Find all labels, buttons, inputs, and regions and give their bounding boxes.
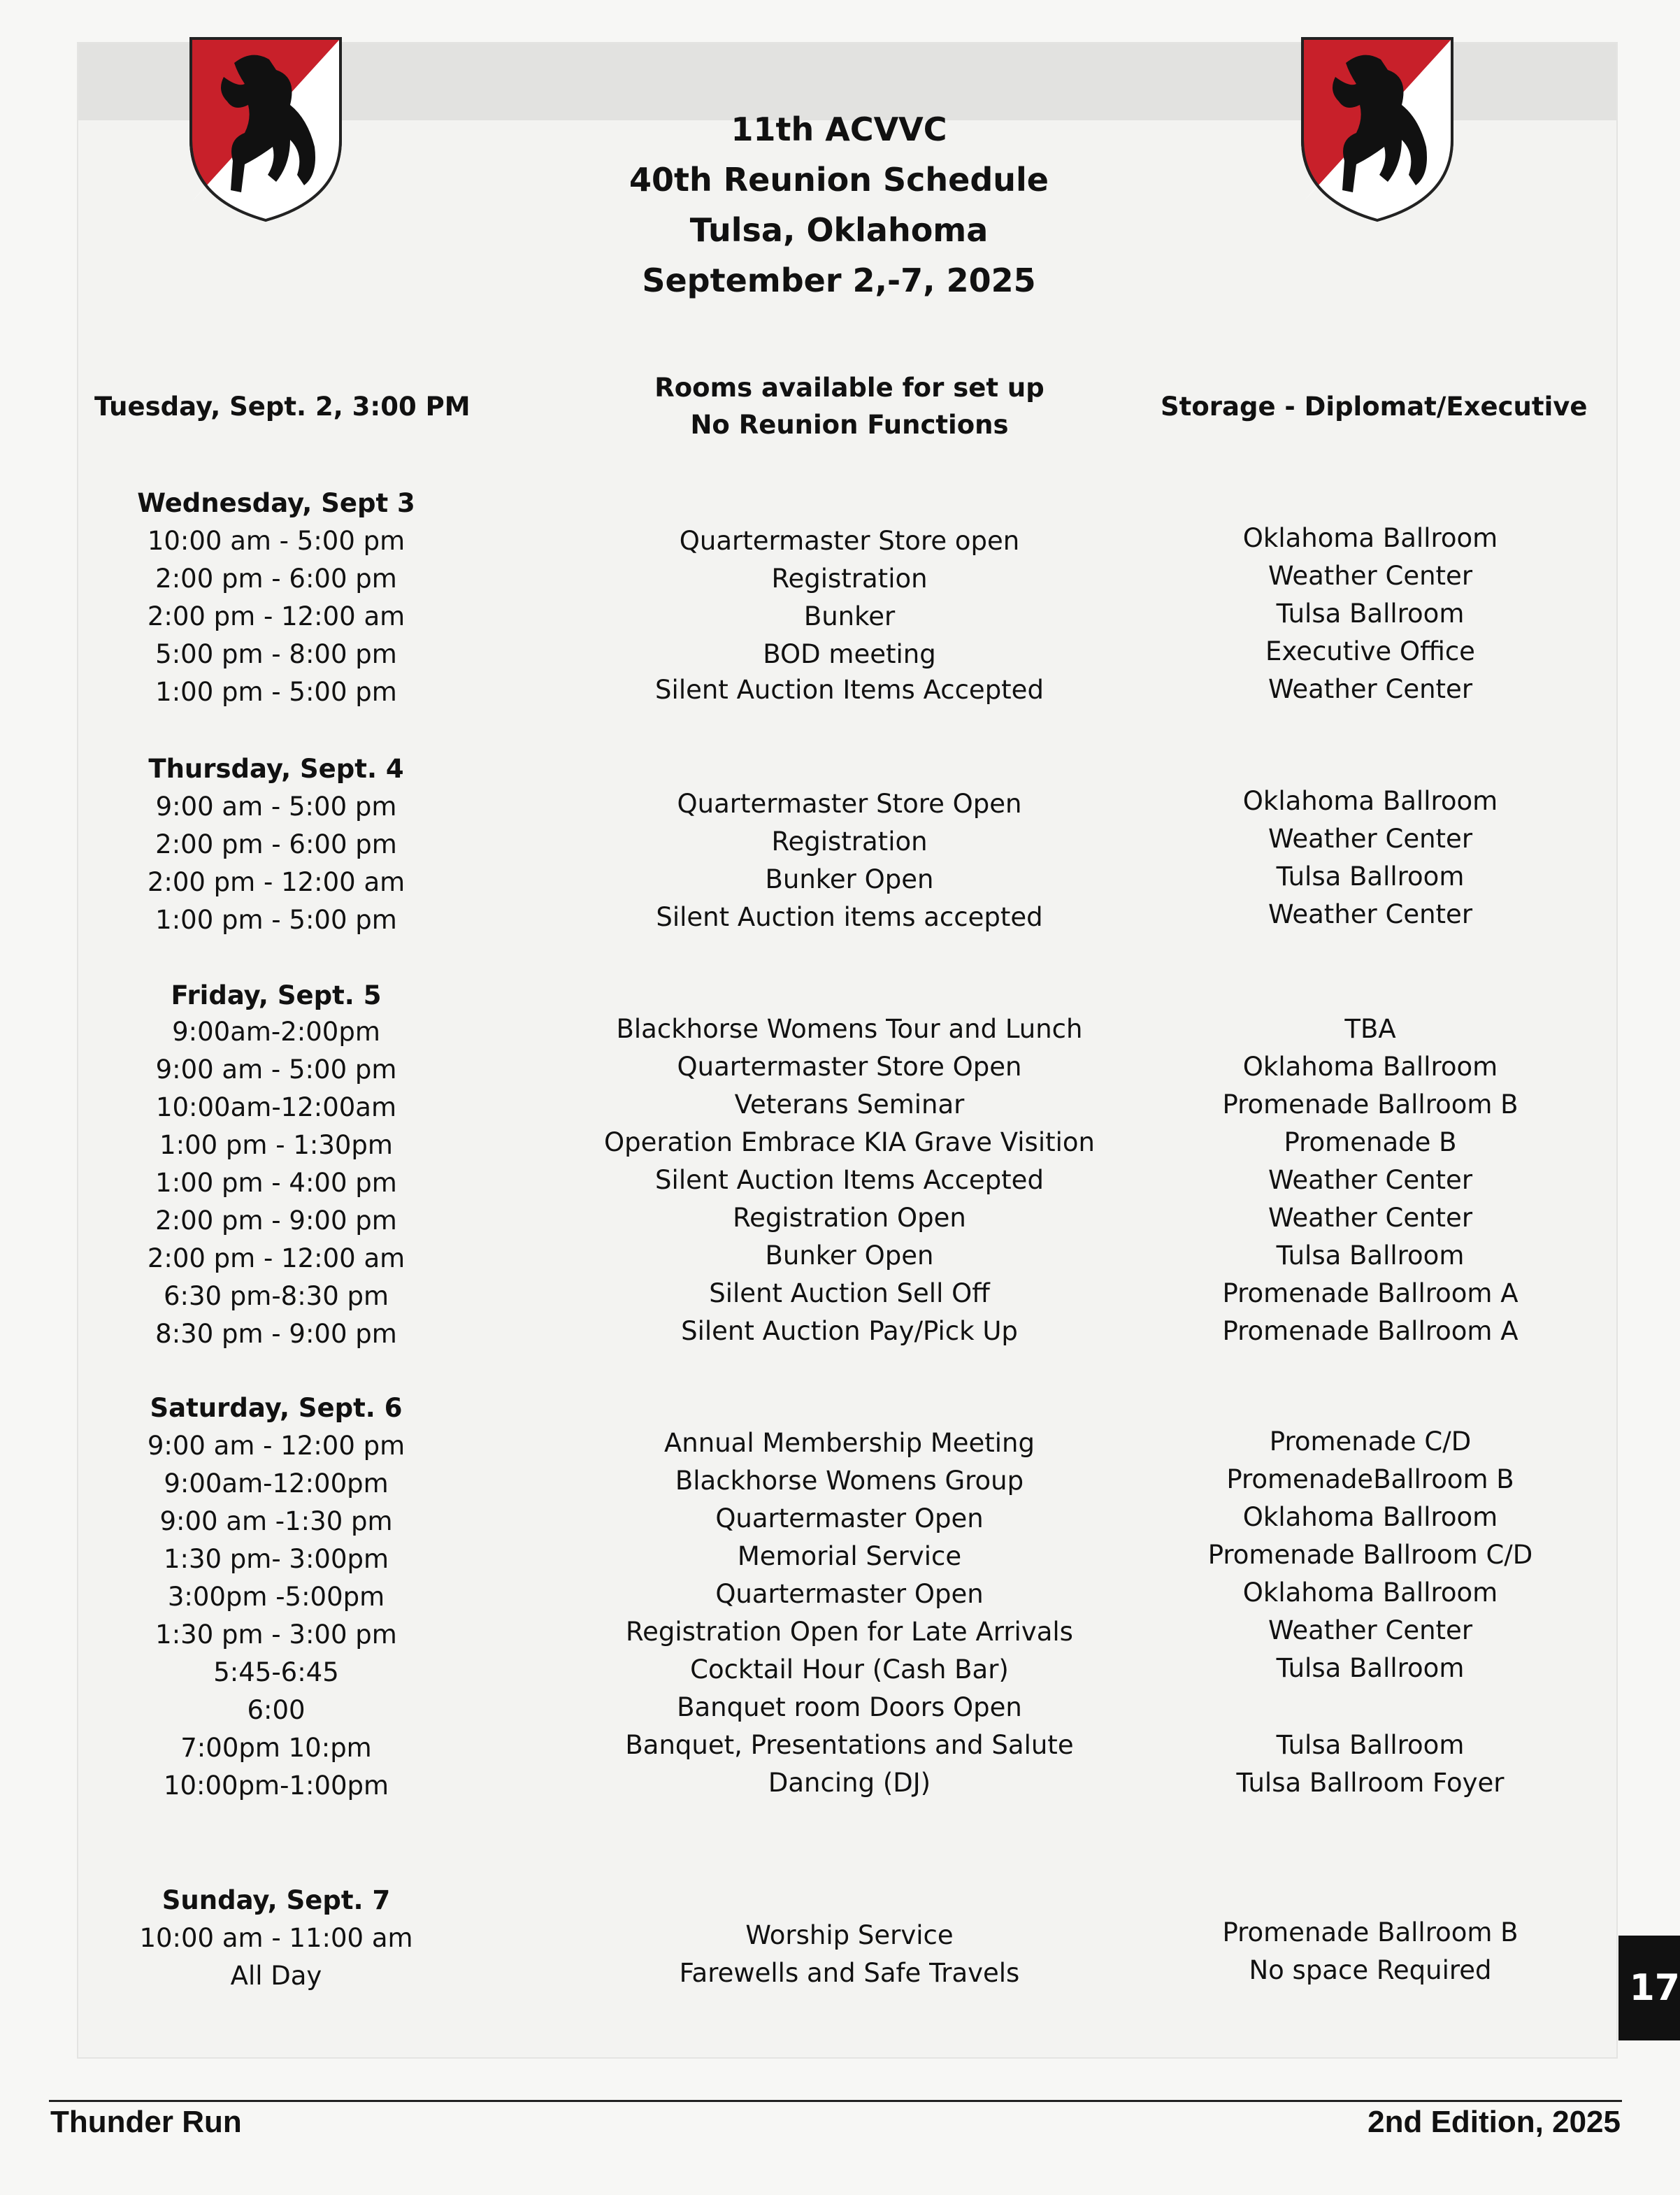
schedule-event: Quartermaster Store open — [679, 526, 1020, 556]
schedule-time: 9:00 am - 5:00 pm — [155, 1054, 397, 1085]
schedule-time: 9:00 am - 5:00 pm — [155, 792, 397, 822]
schedule-event: Silent Auction Items Accepted — [655, 675, 1044, 705]
schedule-time: 8:30 pm - 9:00 pm — [155, 1319, 397, 1349]
schedule-room: Promenade Ballroom A — [1222, 1316, 1519, 1346]
schedule-room: Weather Center — [1268, 824, 1473, 854]
schedule-event: Farewells and Safe Travels — [679, 1958, 1020, 1988]
edition-label: 2nd Edition, 2025 — [1367, 2105, 1621, 2139]
schedule-time: 3:00pm -5:00pm — [167, 1582, 385, 1612]
schedule-event: Quartermaster Open — [715, 1579, 984, 1609]
schedule-event: Bunker Open — [765, 864, 934, 894]
schedule-room: Weather Center — [1268, 1165, 1473, 1195]
schedule-event: Silent Auction items accepted — [656, 902, 1043, 932]
schedule-room: Oklahoma Ballroom — [1242, 523, 1498, 553]
schedule-time: 9:00am-2:00pm — [172, 1017, 380, 1047]
schedule-time: 9:00 am - 12:00 pm — [147, 1431, 405, 1461]
schedule-room: Promenade Ballroom B — [1222, 1917, 1519, 1947]
schedule-time: 5:00 pm - 8:00 pm — [155, 639, 397, 669]
schedule-room: Weather Center — [1268, 899, 1473, 929]
schedule-time: 2:00 pm - 6:00 pm — [155, 829, 397, 859]
schedule-event: Quartermaster Open — [715, 1503, 984, 1533]
schedule-time: 10:00pm-1:00pm — [163, 1771, 389, 1801]
schedule-event: BOD meeting — [763, 639, 936, 669]
schedule-event: Annual Membership Meeting — [664, 1428, 1035, 1458]
schedule-event: Bunker — [803, 601, 896, 631]
schedule-event: Blackhorse Womens Tour and Lunch — [616, 1014, 1083, 1044]
schedule-time: 2:00 pm - 9:00 pm — [155, 1206, 397, 1236]
schedule-time: 2:00 pm - 12:00 am — [147, 601, 405, 631]
schedule-room: Oklahoma Ballroom — [1242, 1502, 1498, 1532]
schedule-event: Silent Auction Sell Off — [709, 1278, 990, 1308]
page-number: 17 — [1629, 1967, 1680, 2009]
schedule-event: Silent Auction Items Accepted — [655, 1165, 1044, 1195]
day-heading-tuesday: Tuesday, Sept. 2, 3:00 PM — [94, 392, 471, 422]
schedule-room: Promenade Ballroom B — [1222, 1089, 1519, 1120]
schedule-time: 1:00 pm - 4:00 pm — [155, 1168, 397, 1198]
blackhorse-shield-icon — [1297, 35, 1458, 224]
schedule-time: 10:00 am - 11:00 am — [139, 1923, 413, 1953]
blackhorse-shield-icon — [185, 35, 346, 224]
schedule-time: 9:00am-12:00pm — [164, 1468, 389, 1499]
schedule-event: Cocktail Hour (Cash Bar) — [690, 1654, 1009, 1685]
schedule-event: Dancing (DJ) — [768, 1768, 931, 1798]
schedule-time: 1:30 pm- 3:00pm — [163, 1544, 389, 1574]
day-heading-saturday: Saturday, Sept. 6 — [150, 1393, 403, 1423]
schedule-event: Registration — [771, 564, 928, 594]
schedule-time: 2:00 pm - 12:00 am — [147, 867, 405, 897]
schedule-room: Oklahoma Ballroom — [1242, 786, 1498, 816]
schedule-event: Banquet room Doors Open — [677, 1692, 1022, 1722]
schedule-room: Tulsa Ballroom — [1276, 1653, 1465, 1683]
tuesday-event-2: No Reunion Functions — [690, 410, 1009, 440]
schedule-event: Operation Embrace KIA Grave Visition — [604, 1127, 1095, 1157]
schedule-room: Tulsa Ballroom — [1276, 861, 1465, 892]
schedule-time: 9:00 am -1:30 pm — [159, 1506, 393, 1536]
schedule-room: Weather Center — [1268, 1615, 1473, 1645]
dates-title: September 2,-7, 2025 — [642, 262, 1036, 299]
schedule-room: Oklahoma Ballroom — [1242, 1578, 1498, 1608]
schedule-event: Quartermaster Store Open — [677, 1052, 1022, 1082]
page-number-tab — [1618, 1936, 1680, 2040]
schedule-room: PromenadeBallroom B — [1226, 1464, 1514, 1494]
org-title: 11th ACVVC — [731, 110, 947, 148]
publication-name: Thunder Run — [50, 2105, 242, 2139]
schedule-time: 1:00 pm - 1:30pm — [159, 1130, 393, 1160]
schedule-time: 1:30 pm - 3:00 pm — [155, 1620, 397, 1650]
schedule-event: Veterans Seminar — [734, 1089, 965, 1120]
schedule-room: TBA — [1344, 1014, 1396, 1044]
schedule-event: Memorial Service — [737, 1541, 962, 1571]
schedule-event: Silent Auction Pay/Pick Up — [681, 1316, 1018, 1346]
schedule-room: Tulsa Ballroom — [1276, 1730, 1465, 1760]
tuesday-room: Storage - Diplomat/Executive — [1161, 392, 1588, 422]
day-heading-wednesday: Wednesday, Sept 3 — [137, 488, 415, 518]
tuesday-event-1: Rooms available for set up — [654, 373, 1044, 403]
schedule-time: 6:00 — [247, 1695, 306, 1725]
schedule-event: Banquet, Presentations and Salute — [625, 1730, 1074, 1760]
schedule-room: Weather Center — [1268, 561, 1473, 591]
schedule-time: 1:00 pm - 5:00 pm — [155, 677, 397, 707]
schedule-room: Weather Center — [1268, 674, 1473, 704]
day-heading-friday: Friday, Sept. 5 — [171, 980, 382, 1010]
schedule-room: Promenade B — [1284, 1127, 1457, 1157]
schedule-time: 10:00am-12:00am — [155, 1092, 397, 1122]
schedule-time: 7:00pm 10:pm — [180, 1733, 372, 1763]
location-title: Tulsa, Oklahoma — [689, 211, 989, 249]
schedule-time: 1:00 pm - 5:00 pm — [155, 905, 397, 935]
schedule-room: Oklahoma Ballroom — [1242, 1052, 1498, 1082]
schedule-room: Tulsa Ballroom Foyer — [1236, 1768, 1505, 1798]
day-heading-thursday: Thursday, Sept. 4 — [148, 754, 404, 784]
schedule-room: Weather Center — [1268, 1203, 1473, 1233]
schedule-time: 2:00 pm - 6:00 pm — [155, 564, 397, 594]
schedule-title: 40th Reunion Schedule — [629, 161, 1049, 199]
schedule-time: 6:30 pm-8:30 pm — [163, 1281, 389, 1311]
schedule-time: 10:00 am - 5:00 pm — [147, 526, 405, 556]
schedule-room: Tulsa Ballroom — [1276, 599, 1465, 629]
schedule-time: 5:45-6:45 — [213, 1657, 339, 1687]
schedule-room: Promenade C/D — [1269, 1427, 1472, 1457]
schedule-time: All Day — [230, 1961, 322, 1991]
schedule-event: Registration Open for Late Arrivals — [626, 1617, 1073, 1647]
schedule-room: No space Required — [1249, 1955, 1492, 1985]
footer-divider — [49, 2100, 1622, 2102]
schedule-time: 2:00 pm - 12:00 am — [147, 1243, 405, 1273]
schedule-room: Promenade Ballroom C/D — [1207, 1540, 1533, 1570]
schedule-event: Worship Service — [745, 1920, 954, 1950]
schedule-event: Bunker Open — [765, 1241, 934, 1271]
schedule-room: Promenade Ballroom A — [1222, 1278, 1519, 1308]
schedule-room: Tulsa Ballroom — [1276, 1241, 1465, 1271]
day-heading-sunday: Sunday, Sept. 7 — [161, 1885, 391, 1915]
schedule-event: Registration Open — [733, 1203, 966, 1233]
schedule-room: Executive Office — [1265, 636, 1475, 666]
schedule-event: Registration — [771, 827, 928, 857]
schedule-event: Quartermaster Store Open — [677, 789, 1022, 819]
schedule-event: Blackhorse Womens Group — [675, 1466, 1024, 1496]
